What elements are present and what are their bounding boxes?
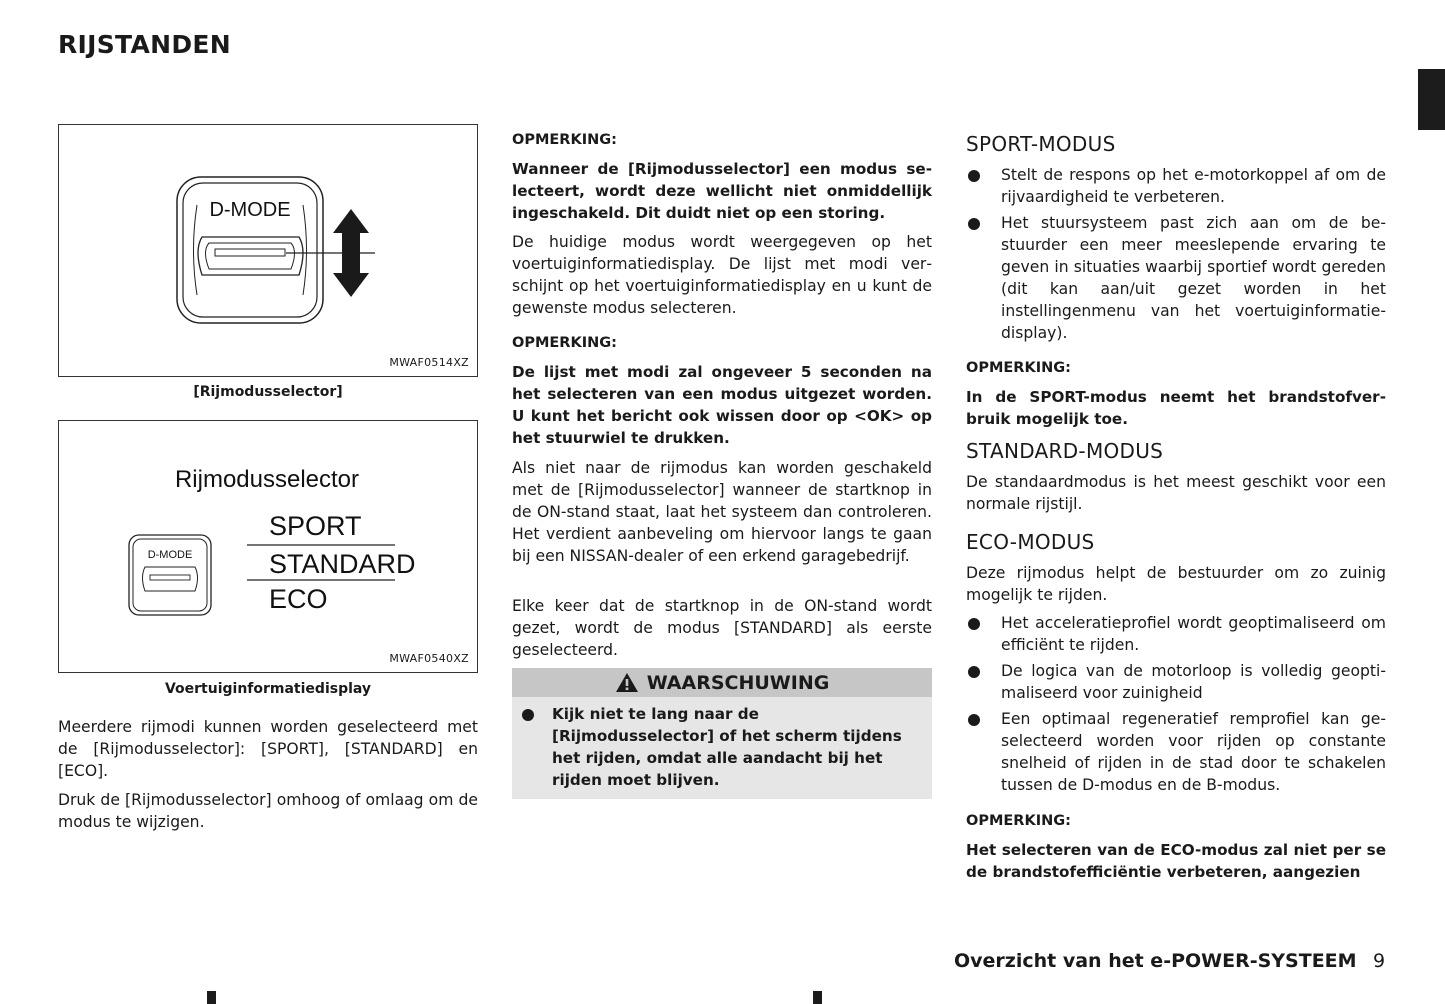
figure-caption: Voertuiginformatiedisplay [164, 681, 372, 697]
list-item: Stelt de respons op het e-motorkoppel af om de rijvaardigheid te verbeteren. [966, 164, 1386, 208]
note-body: Het selecteren van de ECO-modus zal niet per se de brandstofefficiëntie verbeteren, aangezien [966, 841, 1386, 881]
eco-list [966, 612, 1386, 796]
sport-list [966, 164, 1386, 344]
mode-option-eco: ECO [269, 584, 328, 614]
chapter-edge-tab [1418, 69, 1445, 130]
note-body: De lijst met modi zal ongeveer 5 seconden na het selecteren van een modus uitgezet worden. U kunt het bericht ook wissen door op <OK> op het stuurwiel te drukken. [512, 363, 932, 447]
switch-label: D-MODE [209, 199, 291, 221]
paragraph: Meerdere rijmodi kunnen worden geselecteerd met de [Rijmodusselector]: [SPORT], [STANDARD] en [ECO]. [58, 718, 478, 780]
crop-mark [813, 991, 822, 1004]
warning-item: Kijk niet te lang naar de [Rijmodusselector] of het scherm tijdens het rijden, omdat alle aandacht bij het rijden moet blijven. [520, 703, 924, 791]
bullet-icon [966, 612, 1001, 656]
section-heading-eco: ECO-MODUS [966, 530, 1095, 554]
footer-section-title: Overzicht van het e-POWER-SYSTEEM [954, 950, 1357, 972]
page-title: RIJSTANDEN [58, 30, 231, 59]
figure-vehicle-info-display [58, 420, 478, 673]
paragraph: Deze rijmodus helpt de bestuurder om zo zuinig mogelijk te rijden. [966, 564, 1386, 604]
warning-box [512, 668, 932, 799]
figure-caption: [Rijmodusselector] [193, 384, 343, 400]
switch-label: D-MODE [147, 549, 193, 561]
mode-option-sport: SPORT [269, 511, 362, 541]
section-heading-sport: SPORT-MODUS [966, 132, 1116, 156]
warning-title: WAARSCHUWING [646, 671, 830, 694]
display-title: Rijmodusselector [174, 466, 360, 493]
list-item: De logica van de motorloop is volledig geoptimaliseerd voor zuinigheid [966, 660, 1386, 704]
figure-code: MWAF0540XZ [389, 652, 469, 665]
list-item: Het stuursysteem past zich aan om de bestuurder een meer meeslepende ervaring te geven in situaties waarbij sportief wordt gereden (dit kan aan/uit gezet worden in het instellingenmenu van het voertuiginformatiedisplay). [966, 212, 1386, 344]
note-label: OPMERKING: [966, 360, 1071, 376]
bullet-icon [966, 164, 1001, 208]
paragraph: Druk de [Rijmodusselector] omhoog of omlaag om de modus te wijzigen. [58, 791, 478, 831]
paragraph: De standaardmodus is het meest geschikt voor een normale rijstijl. [966, 473, 1386, 513]
figure-code: MWAF0514XZ [389, 356, 469, 369]
figure-drive-mode-switch [58, 124, 478, 377]
bullet-icon [966, 660, 1001, 704]
drive-mode-switch-illustration [59, 125, 477, 376]
warning-triangle-icon [615, 672, 639, 693]
crop-mark [207, 991, 216, 1004]
paragraph: Als niet naar de rijmodus kan worden geschakeld met de [Rijmodusselector] wanneer de startknop in de ON-stand staat, laat het systeem dan controleren. Het verdient aanbeveling om hiervoor langs te gaan bij een NISSAN-dealer of een erkend garagebedrijf. [512, 459, 932, 565]
note-body: In de SPORT-modus neemt het brandstofverbruik mogelijk toe. [966, 388, 1386, 428]
paragraph: De huidige modus wordt weergegeven op het voertuiginformatiedisplay. De lijst met modi verschijnt op het voertuiginformatiedisplay en u kunt de gewenste modus selecteren. [512, 233, 932, 317]
list-item: Een optimaal regeneratief remprofiel kan geselecteerd worden voor rijden op constante snelheid of rijden in de stad door te schakelen tussen de D-modus en de B-modus. [966, 708, 1386, 796]
mode-option-standard: STANDARD [269, 549, 416, 579]
bullet-icon [966, 212, 1001, 344]
note-label: OPMERKING: [512, 132, 617, 148]
note-body: Wanneer de [Rijmodusselector] een modus selecteert, wordt deze wellicht niet onmiddellijk ingeschakeld. Dit duidt niet op een storing. [512, 160, 932, 222]
vehicle-info-display-illustration [59, 421, 477, 672]
page-number: 9 [1373, 950, 1386, 972]
bullet-icon [966, 708, 1001, 796]
section-heading-standard: STANDARD-MODUS [966, 439, 1164, 463]
list-item: Het acceleratieprofiel wordt geoptimaliseerd om efficiënt te rijden. [966, 612, 1386, 656]
bullet-icon [520, 703, 552, 791]
note-label: OPMERKING: [512, 335, 617, 351]
warning-header [512, 668, 932, 697]
note-label: OPMERKING: [966, 813, 1071, 829]
paragraph: Elke keer dat de startknop in de ON-stand wordt gezet, wordt de modus [STANDARD] als eerste geselecteerd. [512, 597, 932, 659]
